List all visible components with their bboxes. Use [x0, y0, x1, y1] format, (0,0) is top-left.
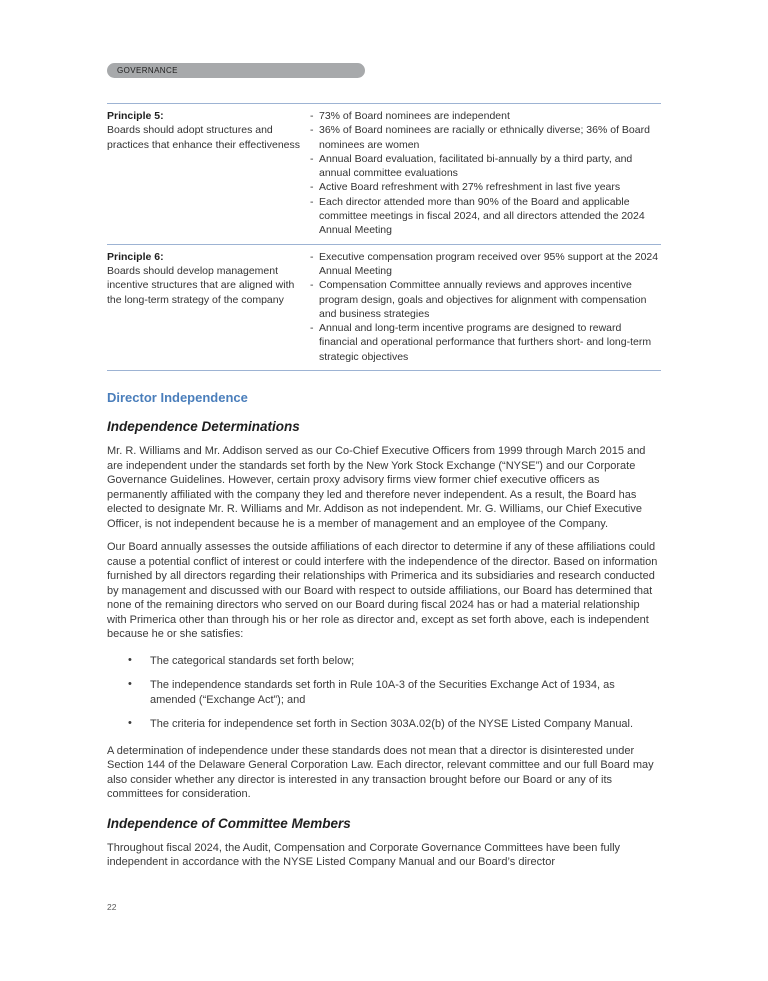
- committee-members-heading: Independence of Committee Members: [107, 815, 351, 831]
- determinations-paragraph-1: Mr. R. Williams and Mr. Addison served as our Co-Chief Executive Officers from 1999 through March 2015 and are independent under the standards set forth by the New York Stock Exchange (“NYSE”) and our Corporate Governance Guidelines. However, certain proxy advisory firms view former chief executive officers as permanently affiliated with the company they led and therefore never independent. As a result, the Board has elected to designate Mr. R. Williams and Mr. Addison as not independent. Mr. G. Williams, our Chief Executive Officer, is not independent because he is a member of management and an employee of the Company.: [107, 445, 646, 530]
- principle-5-points-cell: [310, 109, 661, 238]
- table-point: - Annual Board evaluation, facilitated bi-annually by a third party, and annual committee evaluations: [310, 152, 661, 181]
- independence-standards-list: [107, 654, 661, 732]
- page-number: 22: [107, 902, 117, 912]
- table-point: - 73% of Board nominees are independent: [310, 109, 661, 123]
- principle-5-title: Principle 5:: [107, 110, 164, 122]
- board-principles-table: [107, 103, 661, 371]
- table-point: - Annual and long-term incentive programs are designed to reward financial and operational performance that furthers short- and long-term strategic objectives: [310, 321, 661, 364]
- principle-6-cell: [107, 250, 310, 364]
- list-item: • The criteria for independence set forth in Section 303A.02(b) of the NYSE Listed Company Manual.: [107, 717, 661, 732]
- committee-members-paragraph: Throughout fiscal 2024, the Audit, Compensation and Corporate Governance Committees have been fully independent in accordance with the NYSE Listed Company Manual and our Board’s director: [107, 841, 621, 869]
- principle-6-title: Principle 6:: [107, 250, 164, 263]
- page-content: [107, 63, 661, 870]
- principle-6-points-cell: [310, 250, 661, 364]
- list-item: • The independence standards set forth in Rule 10A-3 of the Securities Exchange Act of 1934, as amended (“Exchange Act”); and: [107, 678, 661, 707]
- governance-badge-label: GOVERNANCE: [117, 66, 178, 75]
- list-item: • The categorical standards set forth below;: [107, 654, 661, 669]
- governance-section-badge: [107, 63, 365, 78]
- table-point: - 36% of Board nominees are racially or ethnically diverse; 36% of Board nominees are women: [310, 123, 661, 152]
- determinations-paragraph-3: A determination of independence under these standards does not mean that a director is disinterested under Section 144 of the Delaware General Corporation Law. Each director, relevant committee and our full Board may also consider whether any director is interested in any transaction brought before our Board or any of its committees for consideration.: [107, 744, 654, 801]
- table-point: - Active Board refreshment with 27% refreshment in last five years: [310, 180, 661, 194]
- table-point: - Compensation Committee annually reviews and approves incentive program design, goals and objectives for alignment with compensation and business strategies: [310, 278, 661, 321]
- table-row: [107, 245, 661, 371]
- director-independence-heading: Director Independence: [107, 390, 248, 406]
- principle-5-cell: [107, 109, 310, 238]
- principle-6-description: Boards should develop management incentive structures that are aligned with the long-term strategy of the company: [107, 264, 295, 306]
- table-point: - Each director attended more than 90% of the Board and applicable committee meetings in fiscal 2024, and all directors attended the 2024 Annual Meeting: [310, 195, 661, 238]
- independence-determinations-heading: Independence Determinations: [107, 419, 300, 435]
- table-point: - Executive compensation program received over 95% support at the 2024 Annual Meeting: [310, 250, 661, 279]
- principle-5-description: Boards should adopt structures and practices that enhance their effectiveness: [107, 124, 301, 151]
- determinations-paragraph-2: Our Board annually assesses the outside affiliations of each director to determine if any of these affiliations could cause a potential conflict of interest or could interfere with the independence of the director. Based on information furnished by all directors regarding their relationships with Primerica and its subsidiaries and research conducted by management and discussed with our Board with respect to outside affiliations, our Board has determined that none of the remaining directors who served on our Board during fiscal 2024 has or had a material relationship with Primerica other than through his or her role as director and, except as set forth above, each is independent because he or she satisfies:: [107, 541, 658, 641]
- table-row: [107, 104, 661, 245]
